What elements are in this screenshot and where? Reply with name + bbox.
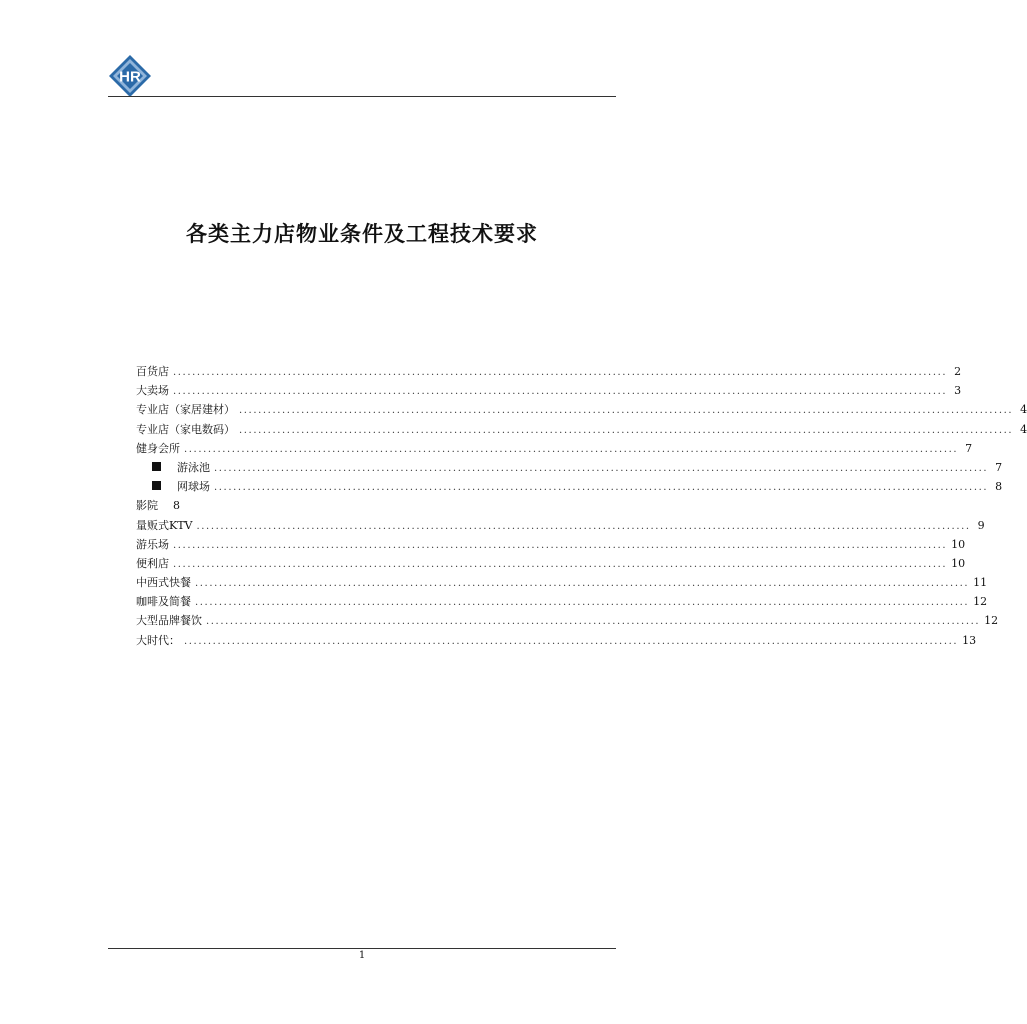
square-bullet-icon (152, 462, 161, 471)
toc-leader-dots: .................................................................................................................................................................. (173, 367, 948, 378)
toc-leader-dots: .................................................................................................................................................................. (173, 539, 948, 551)
toc-entry-page: 7 (965, 441, 973, 455)
toc-entry-page: 11 (973, 576, 988, 590)
toc-entry[interactable] (136, 573, 988, 592)
toc-leader-dots: .................................................................................................................................................................. (196, 520, 971, 532)
footer-rule (108, 948, 616, 949)
logo-text: HR (119, 68, 141, 86)
toc-entry-label: 专业店（家电数码） (136, 422, 235, 436)
toc-entry[interactable] (136, 439, 973, 458)
toc-entry[interactable] (136, 381, 962, 400)
document-title: 各类主力店物业条件及工程技术要求 (186, 222, 538, 246)
toc-entry[interactable] (136, 516, 985, 535)
toc-entry-label: 游泳池 (177, 460, 210, 474)
toc-leader-dots: .................................................................................................................................................................. (173, 386, 948, 398)
toc-leader-dots: .................................................................................................................................................................. (239, 405, 1014, 417)
toc-entry-page: 10 (951, 537, 966, 551)
toc-entry-label: 游乐场 (136, 537, 169, 551)
toc-entry-label: 大时代： (136, 633, 180, 647)
toc-leader-dots: .................................................................................................................................................................. (184, 635, 959, 647)
toc-entry-page: 9 (977, 518, 985, 532)
toc-entry-label: 影院 (136, 499, 158, 513)
toc-entry-page: 8 (995, 480, 1003, 494)
toc-entry-label: 百货店 (136, 365, 169, 378)
toc-entry-label: 咖啡及简餐 (136, 595, 191, 609)
toc-leader-dots: .................................................................................................................................................................. (184, 443, 959, 455)
toc-leader-dots: .................................................................................................................................................................. (206, 616, 981, 628)
toc-entry-page: 4 (1020, 403, 1027, 417)
toc-entry-label: 便利店 (136, 556, 169, 570)
toc-entry-label: 大型品牌餐饮 (136, 614, 202, 628)
toc-entry-label: 网球场 (177, 480, 210, 494)
toc-entry[interactable] (136, 611, 999, 630)
toc-entry-label: 量贩式KTV (136, 518, 193, 532)
toc-leader-dots: .................................................................................................................................................................. (239, 424, 1014, 436)
toc-entry[interactable] (136, 400, 1027, 419)
toc-leader-dots: .................................................................................................................................................................. (195, 597, 970, 609)
toc-entry-label: 健身会所 (136, 441, 180, 455)
page-number: 1 (358, 950, 366, 961)
toc-subentry[interactable] (136, 477, 1003, 496)
toc-entry-label: 中西式快餐 (136, 576, 191, 590)
toc-entry-page: 13 (962, 633, 977, 647)
toc-entry-page: 8 (173, 499, 180, 513)
header-rule (108, 96, 616, 97)
square-bullet-icon (152, 481, 161, 490)
company-logo (108, 54, 152, 98)
toc-entry-page: 7 (995, 460, 1003, 474)
toc-leader-dots: .................................................................................................................................................................. (195, 578, 970, 590)
toc-leader-dots: .................................................................................................................................................................. (214, 482, 989, 494)
toc-entry[interactable] (136, 420, 1027, 439)
toc-entry[interactable] (136, 535, 966, 554)
toc-entry-page: 10 (951, 556, 966, 570)
toc-entry[interactable] (136, 631, 977, 650)
toc-entry[interactable] (136, 592, 988, 611)
toc-entry-page: 12 (984, 614, 999, 628)
toc-leader-dots: .................................................................................................................................................................. (173, 558, 948, 570)
toc-entry[interactable] (136, 362, 962, 381)
toc-entry-page: 12 (973, 595, 988, 609)
toc-entry-page: 4 (1020, 422, 1027, 436)
toc-entry[interactable] (136, 496, 614, 515)
toc-entry-label: 专业店（家居建材） (136, 403, 235, 417)
toc-subentry[interactable] (136, 458, 1003, 477)
toc-entry-page: 3 (954, 384, 962, 398)
toc-leader-dots: .................................................................................................................................................................. (214, 462, 989, 474)
table-of-contents (136, 362, 1027, 650)
toc-entry-page: 2 (954, 365, 962, 378)
toc-entry-label: 大卖场 (136, 384, 169, 398)
toc-entry[interactable] (136, 554, 966, 573)
